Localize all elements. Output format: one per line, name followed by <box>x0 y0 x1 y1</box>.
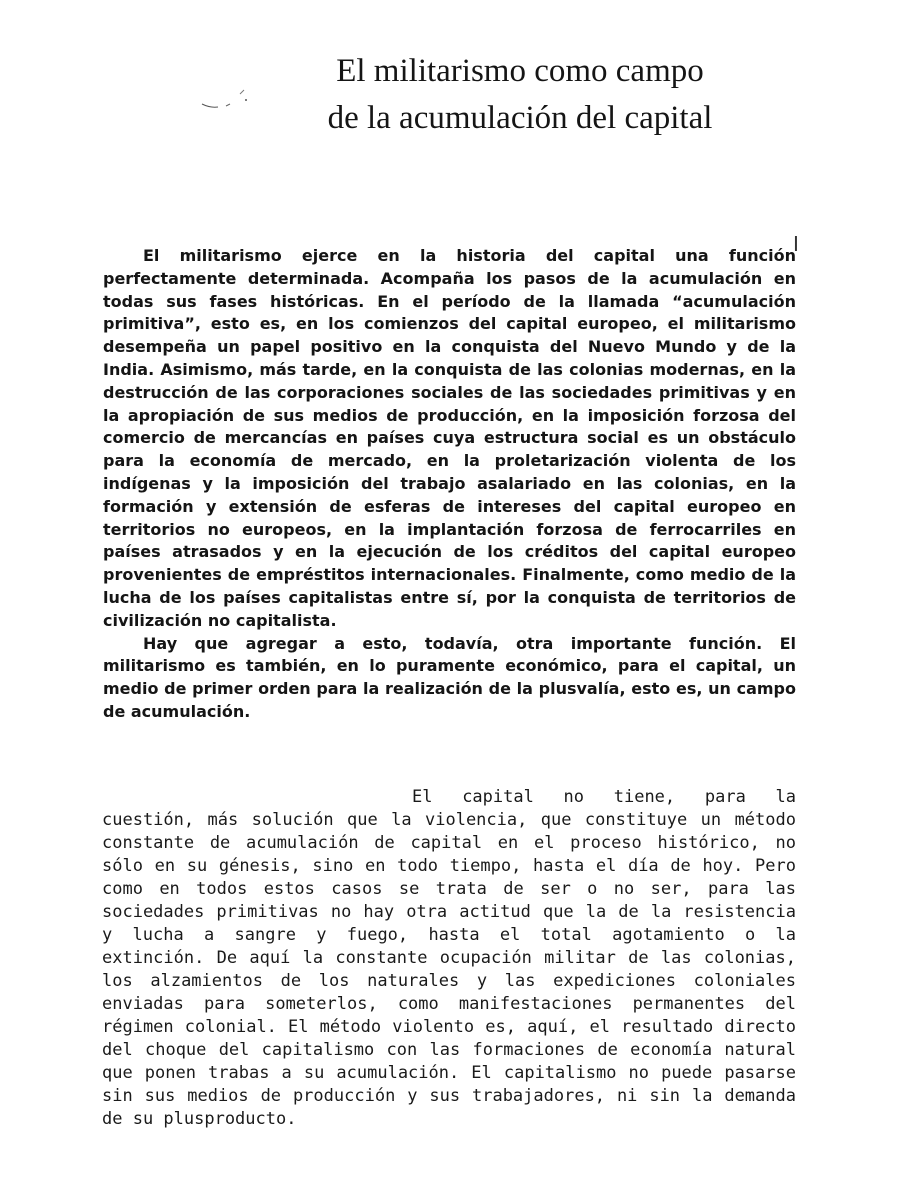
paragraph: El militarismo ejerce en la historia del capital una función perfectamente determinada. Acompaña los pasos de la acumulación en todas sus fases históricas. En el período de la llamada “acumulación primitiva”, esto es, en los comienzos del capital europeo, el militarismo desempeña un papel positivo en la conquista del Nuevo Mundo y de la India. Asimismo, más tarde, en la conquista de las colonias modernas, en la destrucción de las corporaciones sociales de las sociedades primitivas y en la apropiación de sus medios de producción, en la imposición forzosa del comercio de mercancías en países cuya estructura social es un obstáculo para la economía de mercado, en la proletarización violenta de los indígenas y la imposición del trabajo asalariado en las colonias, en la formación y extensión de esferas de intereses del capital europeo en territorios no europeos, en la implantación forzosa de ferrocarriles en países atrasados y en la ejecución de los créditos del capital europeo provenientes de empréstitos internacionales. Finalmente, como medio de la lucha de los países capitalistas entre sí, por la conquista de territorios de civilización no capitalista. <box>103 246 796 630</box>
margin-mark: I <box>793 232 799 256</box>
bold-body-text <box>103 245 796 724</box>
title-line-1: El militarismo como campo <box>336 53 704 89</box>
title-line-2: de la acumulación del capital <box>327 100 713 136</box>
typewritten-body-text <box>102 786 796 1131</box>
page-title <box>300 48 740 142</box>
paragraph: Hay que agregar a esto, todavía, otra importante función. El militarismo es también, en lo puramente económico, para el capital, un medio de primer orden para la realización de la plusvalía, esto es, un campo de acumulación. <box>103 633 796 721</box>
paper-specks <box>200 80 260 120</box>
paragraph: El capital no tiene, para la cuestión, más solución que la violencia, que constituye un método constante de acumulación de capital en el proceso histórico, no sólo en su génesis, sino en todo tiempo, hasta el día de hoy. Pero como en todos estos casos se trata de ser o no ser, para las sociedades primitivas no hay otra actitud que la de la resistencia y lucha a sangre y fuego, hasta el total agotamiento o la extinción. De aquí la constante ocupación militar de las colonias, los alzamientos de los naturales y las expediciones coloniales enviadas para someterlos, como manifestaciones permanentes del régimen colonial. El método violento es, aquí, el resultado directo del choque del capitalismo con las formaciones de economía natural que ponen trabas a su acumulación. El capitalismo no puede pasarse sin sus medios de producción y sus trabajadores, ni sin la demanda de su plusproducto. <box>102 787 796 1129</box>
